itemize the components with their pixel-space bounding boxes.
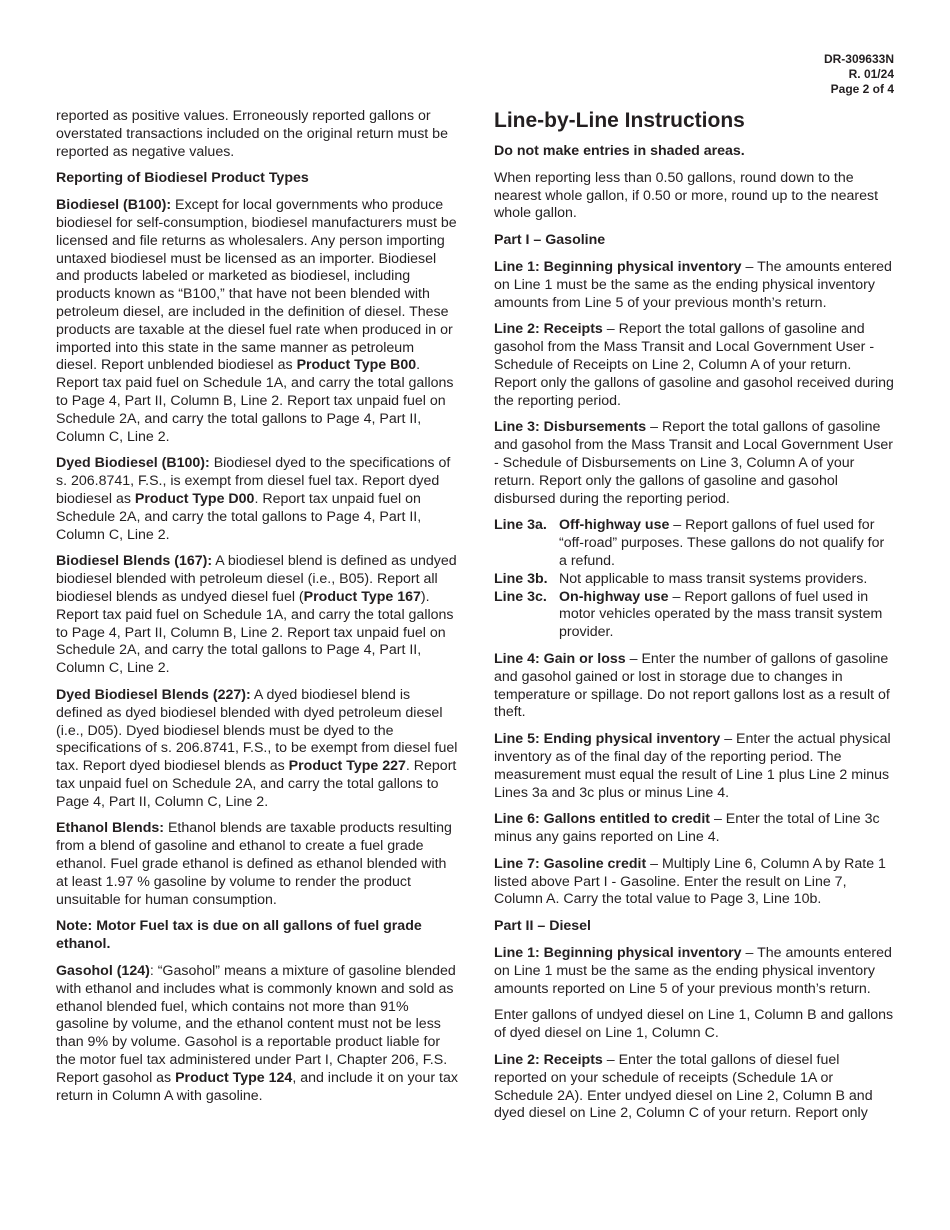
- gasoline-line4: [494, 651, 896, 722]
- gasoline-line1-label: Line 1: Beginning physical inventory: [494, 258, 742, 275]
- line3c-bold: On-highway use: [559, 588, 669, 605]
- gasoline-line1: [494, 259, 896, 312]
- gasoline-line5-text: – Enter the actual physical inventory as of the final day of the reporting period. The measurement must equal the result of Line 1 plus Line 2 minus Lines 3a and 3c plus or minus Line 4.: [494, 731, 891, 801]
- gasoline-line7: [494, 856, 896, 909]
- gasohol-text2: , and include it on your tax return in Column A with gasoline.: [56, 1069, 458, 1104]
- gasohol-label: Gasohol (124): [56, 963, 150, 980]
- diesel-line1: [494, 945, 896, 998]
- biodiesel-b100-text: Except for local governments who produce biodiesel for self-consumption, biodiesel manufacturers must be licensed and file returns as wholesalers. Any person importing untaxed biodiesel must be licensed as an importer. Biodiesel and products labeled or marketed as biodiesel, including products known as “B100,” that have not been blended with petroleum diesel, are included in the definition of diesel. These products are taxable at the diesel fuel rate when produced in or imported into this state in the same manner as petroleum diesel. Report unblended biodiesel as: [56, 197, 457, 374]
- dyed-blends-text2: . Report tax unpaid fuel on Schedule 2A, and carry the total gallons to Page 4, Part II, Column C, Line 2.: [56, 758, 457, 810]
- line3a-bold: Off-highway use: [559, 517, 670, 534]
- ethanol-blends-paragraph: [56, 820, 458, 909]
- line3-sublist: [494, 517, 896, 642]
- diesel-line2-label: Line 2: Receipts: [494, 1052, 603, 1069]
- diesel-line1-text: – The amounts entered on Line 1 must be the same as the ending physical inventory amounts reported on Line 5 of your previous month’s return.: [494, 945, 892, 997]
- dyed-blends-product: Product Type 227: [288, 758, 406, 775]
- dyed-biodiesel-paragraph: [56, 455, 458, 544]
- gasoline-line7-text: – Multiply Line 6, Column A by Rate 1 listed above Part I - Gasoline. Enter the result on Line 7, Column A. Carry the total value to Page 3, Line 10b.: [494, 855, 886, 908]
- gasoline-line2-text: – Report the total gallons of gasoline and gasohol from the Mass Transit and Local Government User - Schedule of Receipts on Line 2, Column A of your return. Report only the gallons of gasoline and gasohol received during the reporting period.: [494, 321, 894, 409]
- gasoline-line2: [494, 321, 896, 410]
- gasohol-paragraph: [56, 963, 458, 1105]
- form-revision: R. 01/24: [848, 67, 894, 81]
- page-title: Line-by-Line Instructions: [494, 109, 745, 132]
- dyed-blends-text: A dyed biodiesel blend is defined as dyed biodiesel blended with dyed petroleum diesel (i.e., D05). Dyed biodiesel blends must be dyed to the specifications of s. 206.8741, F.S., to be exempt from diesel fuel tax. Report dyed biodiesel blends as: [56, 686, 458, 775]
- ethanol-blends-label: Ethanol Blends:: [56, 820, 164, 837]
- shaded-areas-note: Do not make entries in shaded areas.: [494, 143, 745, 159]
- gasoline-line6-text: – Enter the total of Line 3c minus any gains reported on Line 4.: [494, 811, 880, 846]
- biodiesel-b100-product: Product Type B00: [296, 357, 417, 374]
- dyed-biodiesel-text: Biodiesel dyed to the specifications of s. 206.8741, F.S., is exempt from diesel fuel tax. Report dyed biodiesel as: [56, 455, 451, 507]
- diesel-enter-paragraph: Enter gallons of undyed diesel on Line 1, Column B and gallons of dyed diesel on Line 1, Column C.: [494, 1007, 894, 1042]
- line3a-item: [494, 517, 896, 570]
- line3a-label: Line 3a.: [494, 517, 547, 534]
- line3b-text: Not applicable to mass transit systems providers.: [559, 570, 868, 587]
- gasoline-line7-label: Line 7: Gasoline credit: [494, 855, 647, 872]
- biodiesel-b100-text2: . Report tax paid fuel on Schedule 1A, and carry the total gallons to Page 4, Part II, Column B, Line 2. Report tax unpaid fuel on Schedule 2A, and carry the total gallons to Page 4, Part II, Column C, Line 2.: [56, 357, 454, 445]
- gasoline-line3-text: – Report the total gallons of gasoline and gasohol from the Mass Transit and Local Government User - Schedule of Disbursements on Line 3, Column A of your return. Report only the gallons of gasoline and gasohol disbursed during the reporting period.: [494, 419, 894, 507]
- line3c-item: [494, 589, 896, 642]
- gasoline-line1-text: – The amounts entered on Line 1 must be the same as the ending physical inventory amounts from Line 5 of your previous month’s return.: [494, 258, 892, 311]
- motor-fuel-note: Note: Motor Fuel tax is due on all gallons of fuel grade ethanol.: [56, 918, 422, 953]
- form-header: [824, 52, 894, 97]
- biodiesel-b100-paragraph: [56, 197, 458, 446]
- gasoline-line6-label: Line 6: Gallons entitled to credit: [494, 811, 710, 828]
- gasoline-line6: [494, 811, 896, 847]
- part2-heading: Part II – Diesel: [494, 918, 591, 935]
- dyed-blends-paragraph: [56, 687, 458, 812]
- diesel-line2: [494, 1052, 896, 1123]
- intro-paragraph: reported as positive values. Erroneously reported gallons or overstated transactions included on the original return must be reported as negative values.: [56, 108, 448, 160]
- dyed-biodiesel-label: Dyed Biodiesel (B100):: [56, 455, 210, 472]
- biodiesel-blends-product: Product Type 167: [303, 588, 421, 605]
- form-number: DR-309633N: [823, 52, 894, 66]
- diesel-line1-label: Line 1: Beginning physical inventory: [494, 945, 742, 962]
- gasohol-product: Product Type 124: [175, 1069, 293, 1086]
- biodiesel-b100-label: Biodiesel (B100):: [56, 197, 172, 214]
- gasoline-line2-label: Line 2: Receipts: [494, 321, 603, 338]
- dyed-biodiesel-text2: . Report tax unpaid fuel on Schedule 2A, and carry the total gallons to Page 4, Part II, Column C, Line 2.: [56, 490, 422, 543]
- line3c-label: Line 3c.: [494, 588, 547, 605]
- line3b-label: Line 3b.: [494, 570, 548, 587]
- biodiesel-blends-text2: ). Report tax paid fuel on Schedule 1A, and carry the total gallons to Page 4, Part II, Column B, Line 2. Report tax unpaid fuel on Schedule 2A, and carry the total gallons to Page 4, Part II, Column C, Line 2.: [56, 588, 454, 677]
- line3a-text-wrap: [559, 517, 896, 570]
- line3c-text: – Report gallons of fuel used in motor vehicles operated by the mass transit system provider.: [559, 588, 883, 641]
- gasoline-line5: [494, 731, 896, 802]
- dyed-blends-label: Dyed Biodiesel Blends (227):: [56, 686, 251, 703]
- reporting-heading: Reporting of Biodiesel Product Types: [56, 170, 309, 187]
- left-column: [56, 108, 458, 1114]
- diesel-line2-text: – Enter the total gallons of diesel fuel reported on your schedule of receipts (Schedule 1A or Schedule 2A). Enter undyed diesel on Line 2, Column B and dyed diesel on Line 2, Column C of your return. Report only: [494, 1052, 873, 1122]
- biodiesel-blends-label: Biodiesel Blends (167):: [56, 553, 213, 570]
- line3a-text: – Report gallons of fuel used for “off-road” purposes. These gallons do not qualify for a refund.: [559, 517, 885, 569]
- gasoline-line3-label: Line 3: Disbursements: [494, 419, 647, 436]
- biodiesel-blends-paragraph: [56, 553, 458, 678]
- gasohol-text: : “Gasohol” means a mixture of gasoline blended with ethanol and includes what is commonly known and sold as ethanol blended fuel, which contains not more than 91% gasoline by volume, and the ethanol content must not be less than 9% by volume. Gasohol is a reportable product liable for the motor fuel tax administered under Part I, Chapter 206, F.S. Report gasohol as: [56, 963, 456, 1086]
- line3c-text-wrap: [559, 589, 896, 642]
- rounding-paragraph: When reporting less than 0.50 gallons, round down to the nearest whole gallon, if 0.50 or more, round up to the nearest whole gallon.: [494, 169, 879, 222]
- biodiesel-blends-text: A biodiesel blend is defined as undyed biodiesel blended with petroleum diesel (i.e., B05). Report all biodiesel blends as undyed diesel fuel (: [56, 553, 457, 605]
- gasoline-line5-label: Line 5: Ending physical inventory: [494, 731, 721, 748]
- gasoline-line3: [494, 419, 896, 508]
- ethanol-blends-text: Ethanol blends are taxable products resulting from a blend of gasoline and ethanol to create a fuel grade ethanol. Fuel grade ethanol is defined as ethanol blended with at least 1.97 % gasoline by volume to render the product unsuitable for human consumption.: [56, 820, 452, 908]
- page-number: Page 2 of 4: [830, 82, 894, 96]
- right-column: [494, 108, 896, 1132]
- gasoline-line4-label: Line 4: Gain or loss: [494, 650, 626, 667]
- gasoline-line4-text: – Enter the number of gallons of gasoline and gasohol gained or lost in storage due to changes in temperature or spillage. Do not report gallons lost as a result of theft.: [494, 650, 890, 721]
- dyed-biodiesel-product: Product Type D00: [134, 490, 255, 507]
- part1-heading: Part I – Gasoline: [494, 232, 606, 249]
- line3b-item: [494, 571, 896, 589]
